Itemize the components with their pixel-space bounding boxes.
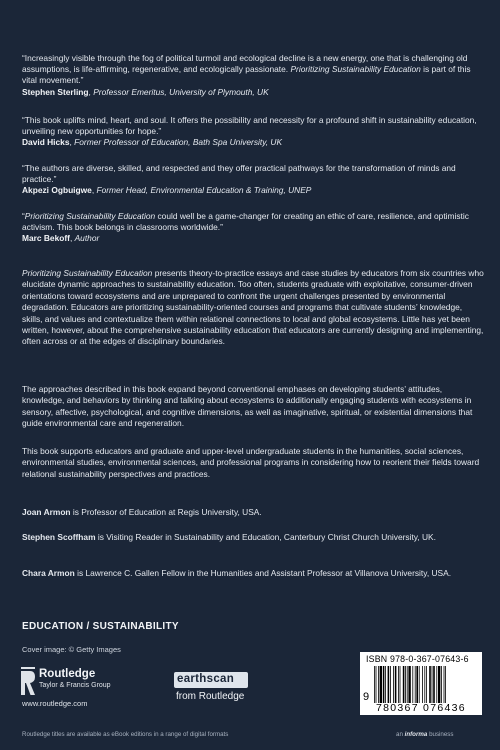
description-paragraph-1: Prioritizing Sustainability Education presents theory-to-practice essays and case studies by educators from six countries who elucidate dynamic approaches to sustainability education. Too often, students graduate with exploitative, consumer-driven orientations toward ecosystems and are unprepared to confront the urgent challenges presented by environmental degradation. Educators are prioritizing sustainability-oriented courses and programs that cultivate students’ knowledge, skills, and values and contextualize them within relational connections to local and global ecosystems. Little has yet been written, however, about the comprehensive sustainability education that educators are currently designing and implementing, often across or at the edges of disciplinary boundaries. xyxy=(22,268,484,347)
endorsement-quote: “This book uplifts mind, heart, and soul. It offers the possibility and necessity for a profound shift in sustainability education, unveiling new opportunities for hope.” xyxy=(22,115,477,137)
ebook-note: Routledge titles are available as eBook editions in a range of digital formats xyxy=(22,731,229,738)
description-paragraph-2: The approaches described in this book expand beyond conventional emphases on developing students’ attitudes, knowledge, and behaviors by thinking and talking about ecosystems to additionally engaging students with ecosystems in sensory, affective, psychological, and cognitive dimensions, as well as imaginative, spiritual, or existential dimensions that guide environmental care and regeneration. xyxy=(22,384,473,429)
earthscan-wordmark-box xyxy=(174,672,248,688)
cover-credit: Cover image: © Getty Images xyxy=(22,645,121,654)
endorsement-1 xyxy=(22,53,484,98)
description-paragraph-3: This book supports educators and graduate and upper-level undergraduate students in the humanities, social sciences, environmental studies, environmental sciences, and professional programs in considering how to reorient their fields toward relational sustainability perspectives and practices. xyxy=(22,446,480,479)
routledge-mark-icon xyxy=(20,667,36,699)
endorsement-quote: “The authors are diverse, skilled, and respected and they offer practical pathways for the transformation of minds and practice.” xyxy=(22,163,456,185)
publisher-group: Taylor & Francis Group xyxy=(39,682,111,689)
endorsement-attribution: David Hicks, Former Professor of Education, Bath Spa University, UK xyxy=(22,137,283,148)
publisher-name: Routledge xyxy=(39,668,96,680)
routledge-logo xyxy=(20,667,130,709)
endorsement-2 xyxy=(22,115,484,149)
informa-business: an informa business xyxy=(396,731,454,738)
barcode-icon xyxy=(374,666,476,703)
author-bio-1: Joan Armon is Professor of Education at Regis University, USA. xyxy=(22,507,262,517)
subject-category: EDUCATION / SUSTAINABILITY xyxy=(22,621,179,632)
isbn-label: ISBN 978-0-367-07643-6 xyxy=(366,654,469,664)
earthscan-logo xyxy=(174,672,252,706)
author-bio-3: Chara Armon is Lawrence C. Gallen Fellow in the Humanities and Assistant Professor at Villanova University, USA. xyxy=(22,568,452,578)
earthscan-wordmark: earthscan xyxy=(177,673,235,685)
endorsement-3 xyxy=(22,163,484,197)
author-bio-2: Stephen Scoffham is Visiting Reader in Sustainability and Education, Canterbury Christ Church University, UK. xyxy=(22,532,436,542)
endorsement-attribution: Stephen Sterling, Professor Emeritus, University of Plymouth, UK xyxy=(22,86,269,97)
endorsement-quote: “Increasingly visible through the fog of political turmoil and ecological decline is a new energy, one that is challenging old assumptions, is life-affirming, regenerative, and ecologically passionate. Prioritizing Sustainability Education is part of this vital movement.” xyxy=(22,53,471,86)
isbn-barcode-box xyxy=(360,652,482,715)
imprint-from: from Routledge xyxy=(176,691,245,702)
publisher-url: www.routledge.com xyxy=(22,699,88,708)
barcode-first-digit: 9 xyxy=(362,691,370,703)
endorsement-attribution: Akpezi Ogbuigwe, Former Head, Environmental Education & Training, UNEP xyxy=(22,185,312,196)
endorsement-4 xyxy=(22,211,484,245)
endorsement-attribution: Marc Bekoff, Author xyxy=(22,233,100,244)
barcode-digits: 780367 076436 xyxy=(376,702,466,714)
endorsement-quote: “Prioritizing Sustainability Education could well be a game-changer for creating an ethic of care, resilience, and optimistic activism. This book belongs in classrooms worldwide.” xyxy=(22,211,469,233)
